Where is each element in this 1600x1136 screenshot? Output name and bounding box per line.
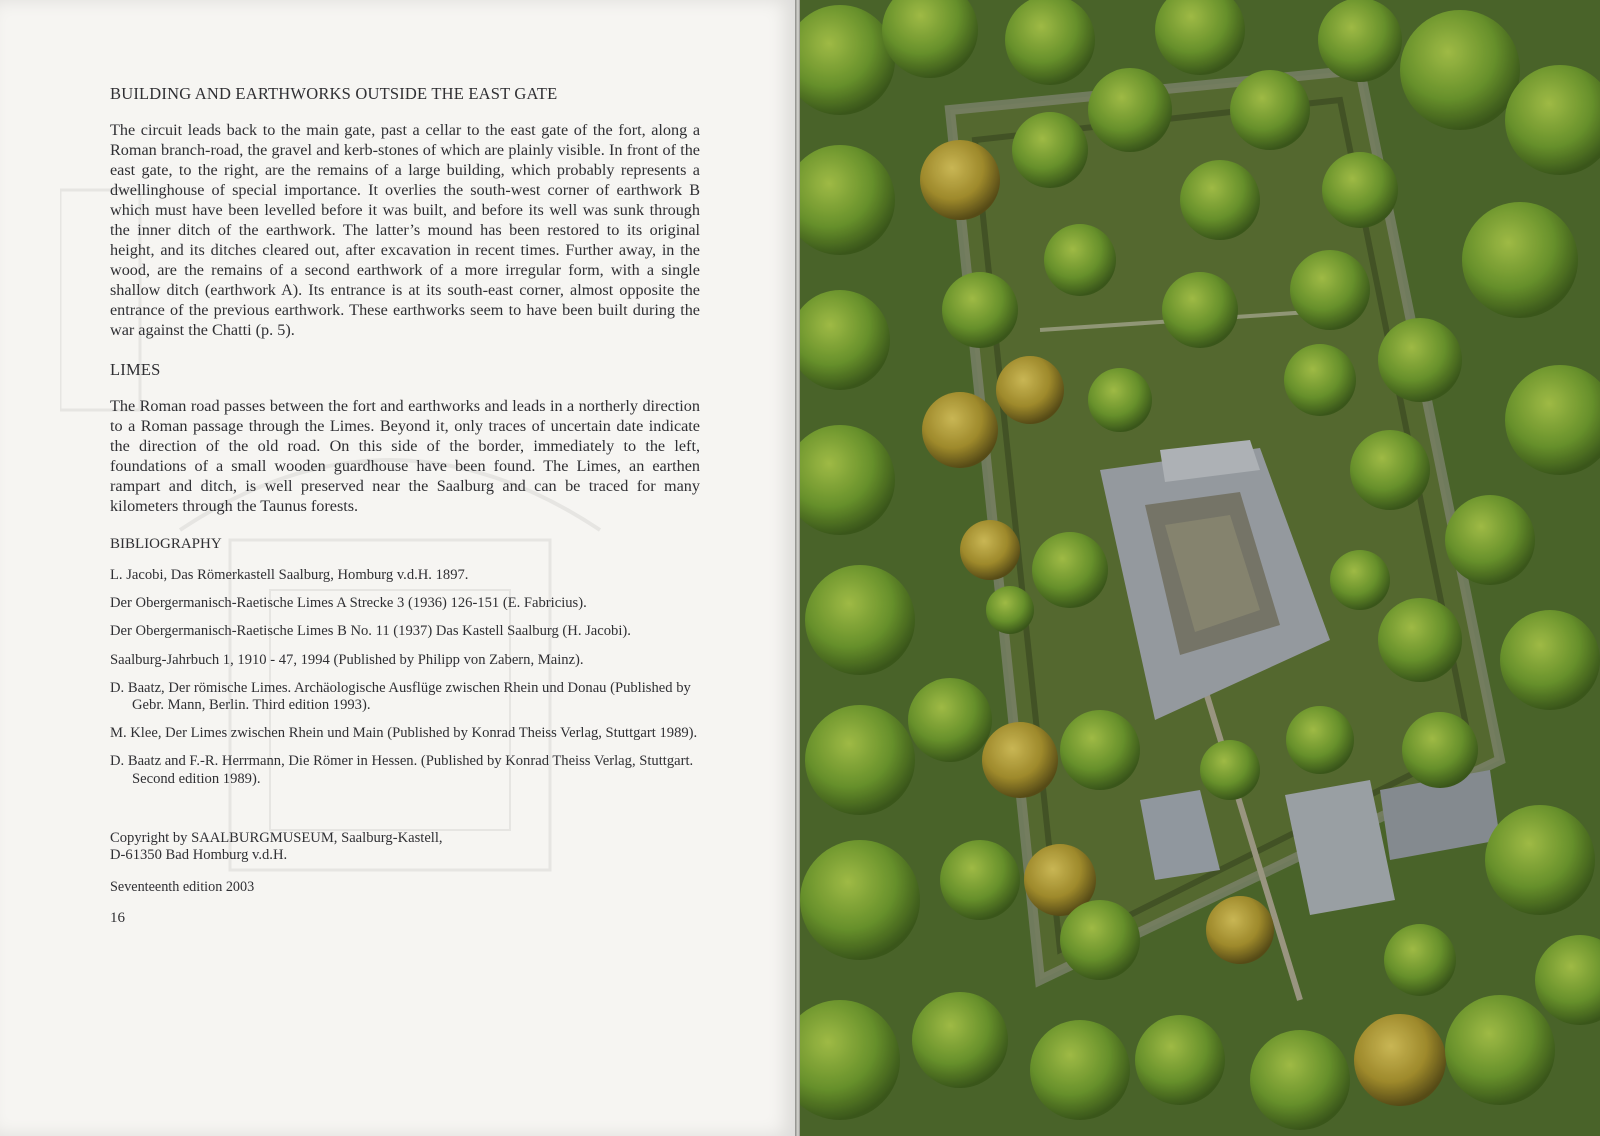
bibliography-entry: Saalburg-Jahrbuch 1, 1910 - 47, 1994 (Published by Philipp von Zabern, Mainz). — [110, 651, 584, 668]
bibliography-heading: BIBLIOGRAPHY — [110, 536, 222, 552]
bibliography-entry: Der Obergermanisch-Raetische Limes B No. 11 (1937) Das Kastell Saalburg (H. Jacobi). — [110, 623, 631, 640]
left-page — [0, 0, 795, 1136]
copyright-line-2: D-61350 Bad Homburg v.d.H. — [110, 847, 288, 864]
edition-note: Seventeenth edition 2003 — [110, 878, 255, 895]
left-page-text — [110, 84, 700, 927]
section-heading-east-gate: BUILDING AND EARTHWORKS OUTSIDE THE EAST GATE — [110, 84, 558, 103]
aerial-photo-illustration — [800, 0, 1600, 1136]
bibliography-entry: L. Jacobi, Das Römerkastell Saalburg, Homburg v.d.H. 1897. — [110, 567, 469, 583]
limes-paragraph: The Roman road passes between the fort and earthworks and leads in a northerly direction to a Roman passage through the Limes. Beyond it, only traces of uncertain date indicate the direction of the old road. On this side of the border, immediately to the left, foundations of a small wooden guardhouse have been found. The Limes, an earthen rampart and ditch, is well preserved near the Saalburg and can be traced for many kilometers through the Taunus forests. — [110, 397, 700, 515]
bibliography-entry: M. Klee, Der Limes zwischen Rhein und Main (Published by Konrad Theiss Verlag, Stuttgart 1989). — [110, 725, 698, 742]
section-heading-limes: LIMES — [110, 360, 161, 379]
bibliography-entry: D. Baatz and F.-R. Herrmann, Die Römer in Hessen. (Published by Konrad Theiss Verlag, Stuttgart. Second edition 1989). — [110, 753, 694, 787]
east-gate-paragraph: The circuit leads back to the main gate, past a cellar to the east gate of the fort, along a Roman branch-road, the gravel and kerb-stones of which are plainly visible. In front of the east gate, to the right, are the remains of a large building, which probably represents a dwellinghouse of special importance. It overlies the south-west corner of earthwork B which must have been levelled before it was built, and before its well was sunk through the inner ditch of the earthwork. The latter’s mound has been restored to its original height, and its ditches cleared out, after excavation in recent times. Further away, in the wood, are the remains of a second earthwork of a more irregular form, with a single shallow ditch (earthwork A). Its entrance is at its south-east corner, almost opposite the entrance of the previous earthwork. These earthworks seem to have been built during the war against the Chatti (p. 5). — [110, 121, 700, 339]
copyright-notice — [110, 830, 700, 865]
bibliography-entry: D. Baatz, Der römische Limes. Archäologische Ausflüge zwischen Rhein und Donau (Published by Gebr. Mann, Berlin. Third edition 1993). — [110, 679, 691, 714]
copyright-line-1: Copyright by SAALBURGMUSEUM, Saalburg-Kastell, — [110, 829, 443, 846]
bibliography-entry: Der Obergermanisch-Raetische Limes A Strecke 3 (1936) 126-151 (E. Fabricius). — [110, 595, 587, 612]
page-number: 16 — [110, 909, 125, 926]
aerial-photo — [800, 0, 1600, 1136]
